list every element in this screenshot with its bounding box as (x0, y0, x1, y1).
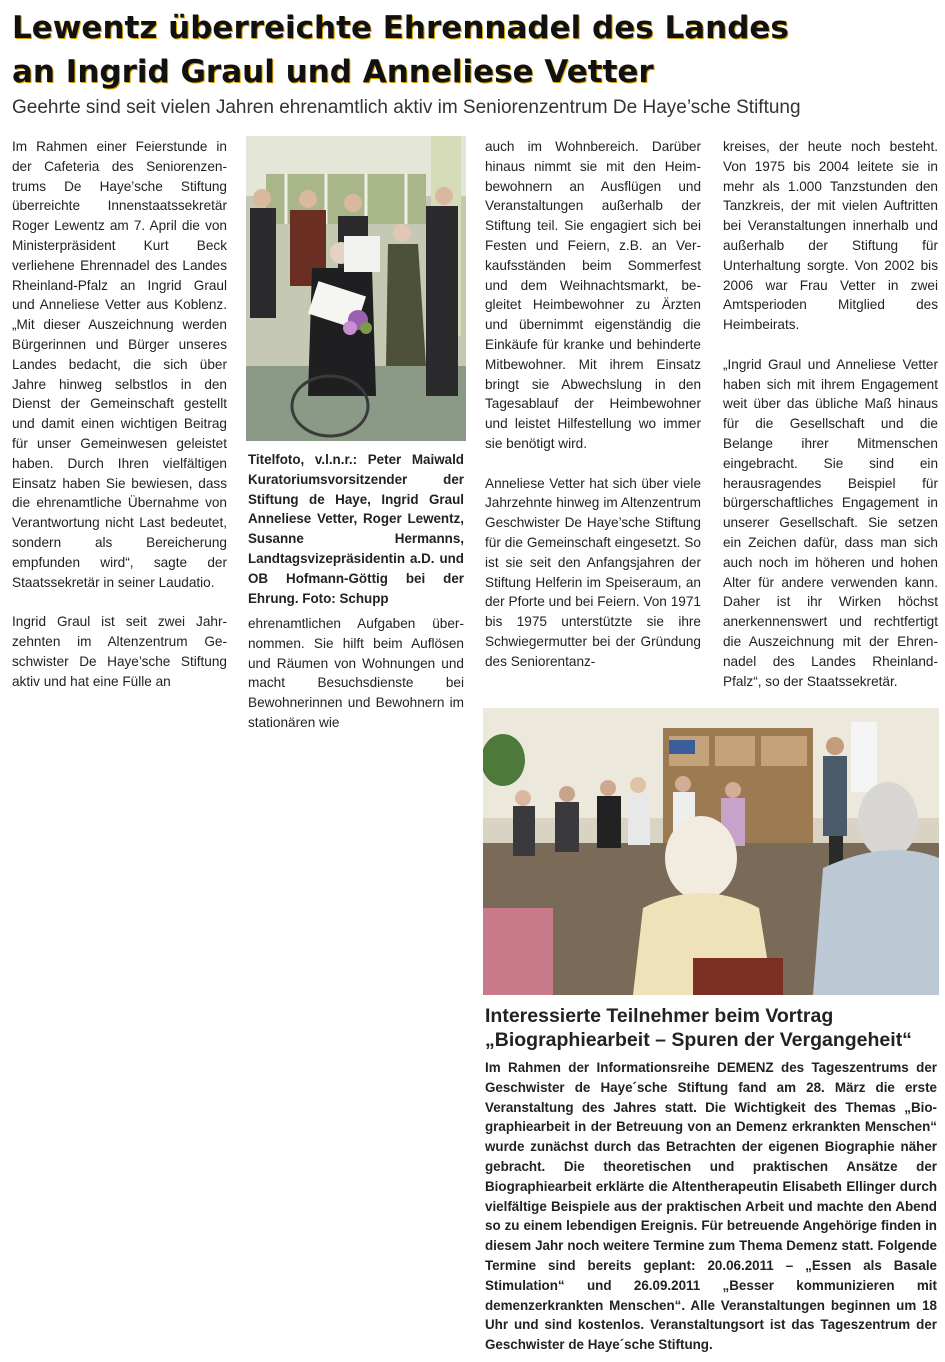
article-column-2 (248, 614, 464, 733)
article-column-1 (12, 137, 227, 691)
lecture-photo (483, 708, 939, 995)
headline-line-1: Lewentz überreichte Ehrennadel des Landes (12, 10, 789, 46)
photo-caption: Titelfoto, v.l.n.r.: Peter Maiwald Kuratoriumsvorsitzender der Stiftung de Haye, Ingrid Graul Anneliese Vetter, Roger Lewentz, Susanne Hermanns, Landtagsvizepräsidentin a.D. und OB Hofmann-Göttig bei der Ehrung. Foto: Schupp (248, 452, 464, 606)
sidebar-headline-line-1: Interessierte Teilnehmer beim Vortrag (485, 1005, 834, 1027)
sidebar-headline-line-2: „Biographiearbeit – Spuren der Vergangeheit“ (485, 1029, 912, 1051)
paragraph: „Ingrid Graul und Anneliese Vetter haben sich mit ihrem Engagement weit über das übliche Maß hinaus für die Gesellschaft und die Belange ihrer Mitmenschen eingebracht. Sie sind ein herausragendes Beispiel für bürgerschaftliches Engagement in unserer Gesellschaft. Sie setzen ein Zeichen dafür, dass man sich auch noch im höheren und hohen Alter für andere verwenden kann. Daher ist ihr Wirken höchst anerkennenswert und rechtfertigt die Auszeichnung mit der Ehrennadel des Landes Rheinland-Pfalz“, so der Staatssekretär. (723, 356, 938, 689)
article-column-3 (485, 137, 701, 672)
paragraph: Im Rahmen einer Feierstunde in der Cafeteria des Seniorenzentrums De Haye’sche Stiftung überreichte Innenstaatssekretär Roger Lewentz am 7. April die von Ministerpräsident Kurt Beck verliehene Ehrennadel des Landes Rheinland-Pfalz an Ingrid Graul und Anneliese Vetter aus Koblenz. „Mit dieser Auszeichnung werden Bürgerinnen und Bürger unseres Landes bedacht, die sich über Jahre hinweg selbstlos in den Dienst der Gemeinschaft gestellt und damit einen wichtigen Beitrag für unser Gemeinwesen geleistet haben. Durch Ihren vielfältigen Einsatz haben Sie bewiesen, dass die ehrenamtliche Übernahme von Verantwortung nicht Last bedeutet, sondern als Bereicherung empfunden wird“, sagte der Staatssekretär in seiner Laudatio. (12, 139, 227, 590)
paragraph: kreises, der heute noch besteht. Von 1975 bis 2004 leitete sie in mehr als 1.000 Tanzstunden den Tanzkreis, der mit vielen Auftritten bei Veranstaltungen innerhalb und außerhalb der Stiftung für Unterhaltung sorgte. Von 2002 bis 2006 war Frau Vetter in zwei Amtsperioden Mitglied des Heimbeirats. (723, 139, 938, 333)
sidebar-headline (485, 1004, 940, 1052)
ceremony-photo (246, 136, 466, 441)
sidebar-body: Im Rahmen der Informationsreihe DEMENZ des Tageszentrums der Geschwister de Haye´sche Stiftung fand am 28. März die erste Veranstaltung des Jahres statt. Die Wichtigkeit des Themas „Biographiearbeit in der Betreuung von an Demenz erkrankten Menschen“ wurde zunächst durch das Betrachten der eigenen Biographie näher gebracht. Die theoretischen und praktischen Ansätze der Biographiearbeit erklärte die Altentherapeutin Elisabeth Ellinger durch vielfältige Beispiele aus der praktischen Arbeit und machte den Abend so zu einem lebendigen Ereignis. Für betreuende Angehörige finden in diesem Jahr noch weitere Termine zum Thema Demenz statt. Folgende Termine sind bereits geplant: 20.06.2011 – „Essen als Basale Stimulation“ und 26.09.2011 „Besser kommunizieren mit demenzerkrankten Menschen“. Alle Veranstaltungen beginnen um 18 Uhr und sind kostenlos. Veranstaltungsort ist das Tageszentrum der Geschwister de Haye´sche Stiftung. (485, 1060, 937, 1353)
article-column-4 (723, 137, 938, 691)
article-headline (12, 6, 932, 94)
paragraph: Ingrid Graul ist seit zwei Jahrzehnten im Altenzentrum Geschwister De Haye’sche Stiftung aktiv und hat eine Fülle an (12, 614, 227, 689)
paragraph: ehrenamtlichen Aufgaben übernommen. Sie hilft beim Auflösen und Räumen von Wohnungen und macht Besuchsdienste bei Bewohnerinnen und Bewohnern im stationären wie (248, 616, 464, 730)
paragraph: Anneliese Vetter hat sich über viele Jahrzehnte hinweg im Altenzentrum Geschwister De Haye’sche Stiftung für die Gemeinschaft eingesetzt. So ist sie seit den Anfangsjahren der Stiftung Helferin im Speiseraum, an der Pforte und bei Feiern. Von 1971 bis 1975 unterstützte sie ihre Schwiegermutter bei der Gründung des Seniorentanz- (485, 475, 701, 669)
paragraph: auch im Wohnbereich. Darüber hinaus nimmt sie mit den Heimbewohnern an Ausflügen und Veranstaltungen außerhalb der Stiftung teil. Sie engagiert sich bei Festen und Feiern, z.B. an Verkaufsständen beim Sommerfest und dem Weihnachtsmarkt, begleitet Heimbewohner zu Ärzten und übernimmt eigenständig die Einkäufe für kranke und behinderte Mitbewohner. Mit ihrem Einsatz bringt sie Abwechslung in den Tagesablauf der Heimbewohner und leistet Hilfestellung wo immer sie benötigt wird. (485, 139, 701, 451)
headline-line-2: an Ingrid Graul und Anneliese Vetter (12, 54, 654, 90)
article-subheadline: Geehrte sind seit vielen Jahren ehrenamtlich aktiv im Seniorenzentrum De Haye’sche Stiftung (12, 97, 801, 118)
